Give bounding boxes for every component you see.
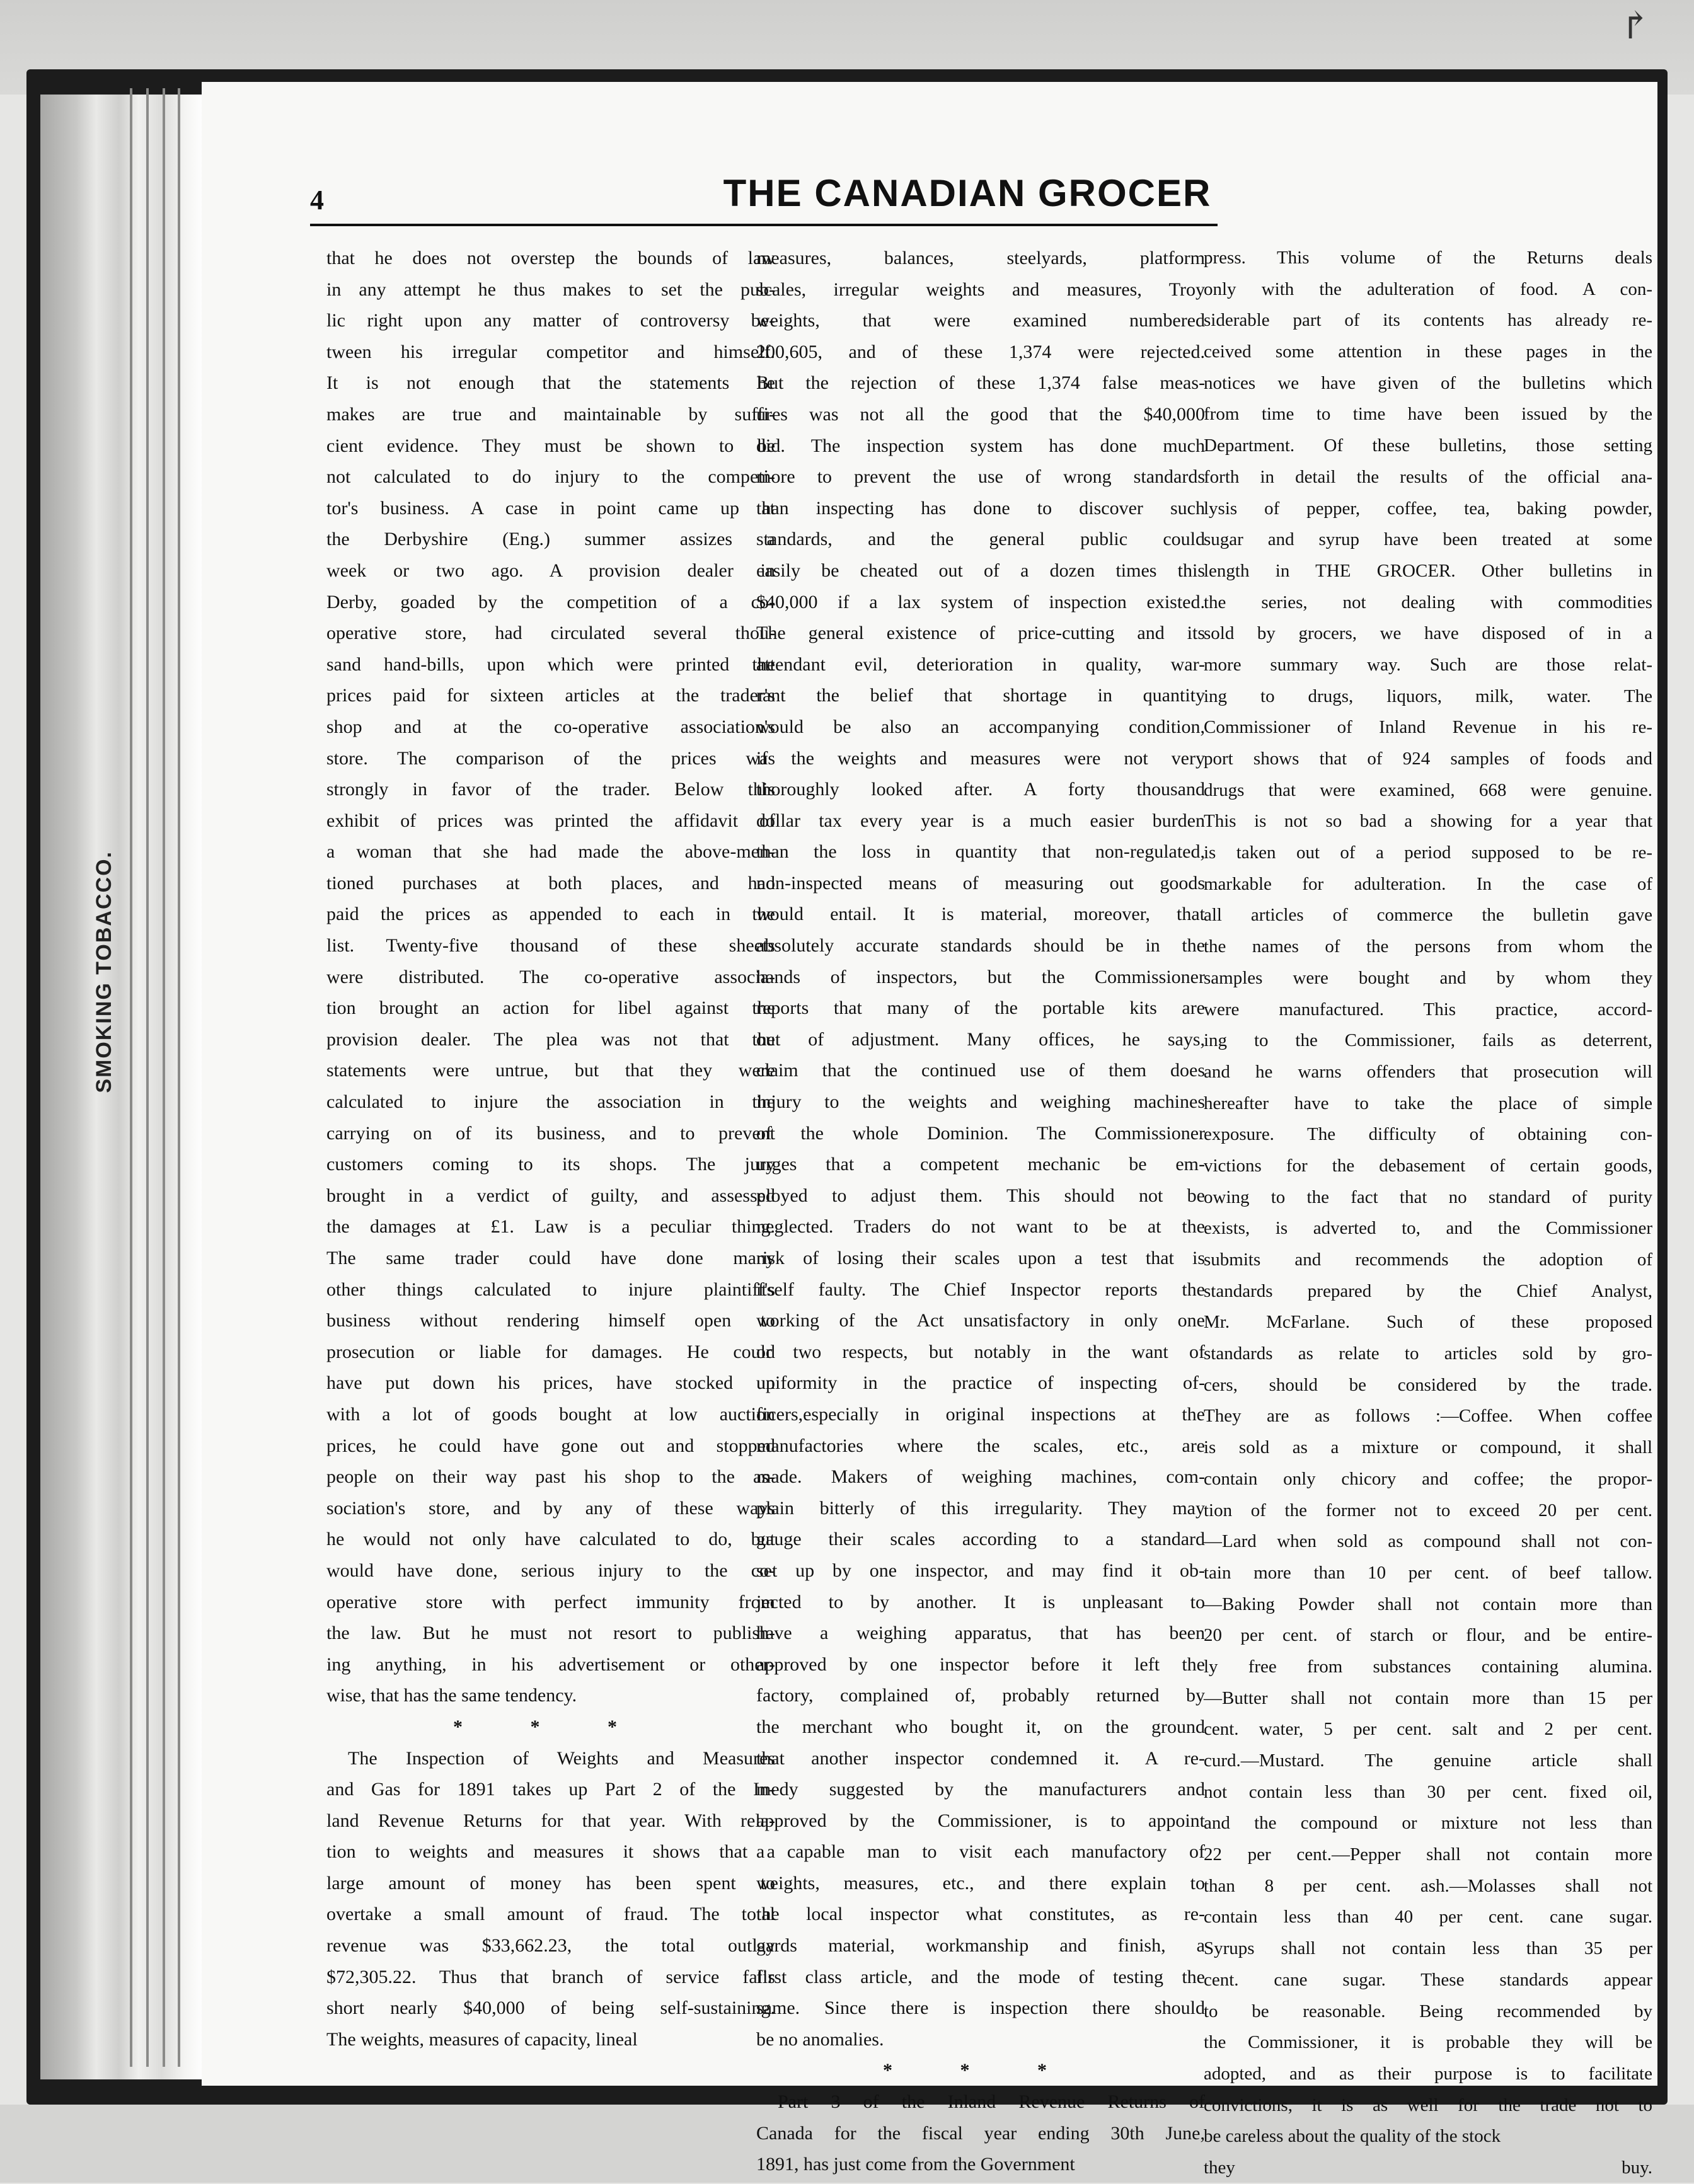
text-line: have a weighing apparatus, that has been	[756, 1623, 1205, 1644]
text-line: ing to the Commissioner, fails as deterrent,	[1204, 1030, 1652, 1051]
text-line: statements were untrue, but that they were	[326, 1060, 775, 1081]
text-line: not calculated to do injury to the competi-	[326, 466, 775, 488]
text-line: drugs that were examined, 668 were genuine.	[1204, 779, 1652, 800]
text-line: in any attempt he thus makes to set the pub-	[326, 279, 775, 300]
text-line: provision dealer. The plea was not that the	[326, 1028, 775, 1050]
text-line: cient evidence. They must be shown to be	[326, 435, 775, 456]
text-line: tain more than 10 per cent. of beef tallow.	[1204, 1562, 1652, 1583]
text-line: lysis of pepper, coffee, tea, baking powder,	[1204, 498, 1652, 519]
text-line: $40,000 if a lax system of inspection existed.	[756, 591, 1205, 612]
section-separator: * * *	[453, 1716, 648, 1737]
column-3-lines	[1204, 243, 1652, 2184]
text-line: would be also an accompanying condition,	[756, 716, 1205, 737]
text-line: a woman that she had made the above-men-	[326, 841, 775, 863]
column-2	[756, 243, 1205, 2180]
page-edge	[146, 88, 149, 2067]
text-line: medy suggested by the manufacturers and	[756, 1779, 1205, 1800]
text-line: the damages at £1. Law is a peculiar thing.	[326, 1216, 775, 1238]
text-line: prices paid for sixteen articles at the trader's	[326, 685, 775, 706]
text-line: and Gas for 1891 takes up Part 2 of the In-	[326, 1779, 775, 1800]
text-line: submits and recommends the adoption of	[1204, 1250, 1652, 1270]
text-line: Commissioner of Inland Revenue in his re-	[1204, 717, 1652, 738]
text-line: he would not only have calculated to do, but	[326, 1529, 775, 1550]
text-line: they buy.	[1204, 2157, 1652, 2178]
text-line: standards, and the general public could	[756, 529, 1205, 550]
text-line: length in THE GROCER. Other bulletins in	[1204, 560, 1652, 581]
page-number: 4	[310, 185, 324, 216]
text-line: tion to weights and measures it shows that a	[326, 1841, 775, 1863]
text-line: standards prepared by the Chief Analyst,	[1204, 1280, 1652, 1301]
text-line: Part 3 of the Inland Revenue Returns of	[778, 2091, 1205, 2113]
text-line: hereafter have to take the place of simple	[1204, 1093, 1652, 1113]
text-line: business without rendering himself open to	[326, 1310, 775, 1331]
text-line: weights, that were examined numbered	[756, 310, 1205, 331]
text-line: customers coming to its shops. The jury	[326, 1154, 775, 1175]
text-line: port shows that of 924 samples of foods and	[1204, 749, 1652, 769]
text-line: set up by one inspector, and may find it ob-	[756, 1560, 1205, 1581]
text-line: the Derbyshire (Eng.) summer assizes a	[326, 529, 775, 550]
text-line: than 8 per cent. ash.—Molasses shall not	[1204, 1875, 1652, 1896]
text-line: ployed to adjust them. This should not be	[756, 1185, 1205, 1206]
text-line: tion of the former not to exceed 20 per cent.	[1204, 1500, 1652, 1520]
text-line: markable for adulteration. In the case of	[1204, 873, 1652, 894]
text-line: approved by one inspector before it left the	[756, 1653, 1205, 1675]
text-line: week or two ago. A provision dealer in	[326, 560, 775, 581]
text-line: cent. water, 5 per cent. salt and 2 per cent.	[1204, 1719, 1652, 1740]
text-line: plain bitterly of this irregularity. They may	[756, 1497, 1205, 1519]
text-line: to be reasonable. Being recommended by	[1204, 2001, 1652, 2021]
text-line: —Baking Powder shall not contain more than	[1204, 1594, 1652, 1614]
text-line: would have done, serious injury to the co-	[326, 1560, 775, 1581]
text-line: lic right upon any matter of controversy be-	[326, 310, 775, 331]
text-line: 20 per cent. of starch or flour, and be entire-	[1204, 1625, 1652, 1646]
text-line: exists, is adverted to, and the Commissioner	[1204, 1218, 1652, 1239]
text-line: the names of the persons from whom the	[1204, 936, 1652, 957]
text-line: standards as relate to articles sold by gro-	[1204, 1343, 1652, 1364]
text-line: ing anything, in his advertisement or other-	[326, 1653, 775, 1675]
text-line: same. Since there is inspection there should	[756, 1997, 1205, 2019]
text-line: out of adjustment. Many offices, he says,	[756, 1028, 1205, 1050]
masthead-title: THE CANADIAN GROCER	[723, 172, 1212, 214]
text-line: Mr. McFarlane. Such of these proposed	[1204, 1312, 1652, 1333]
text-line: prosecution or liable for damages. He could	[326, 1341, 775, 1362]
text-line: siderable part of its contents has already re-	[1204, 310, 1652, 331]
text-line: is taken out of a period supposed to be re-	[1204, 842, 1652, 863]
text-line: overtake a small amount of fraud. The total	[326, 1904, 775, 1925]
text-line: But the rejection of these 1,374 false meas-	[756, 372, 1205, 394]
text-line: first class article, and the mode of testing the	[756, 1966, 1205, 1987]
text-line: strongly in favor of the trader. Below this	[326, 779, 775, 800]
text-line: contain only chicory and coffee; the propor-	[1204, 1468, 1652, 1489]
text-line: gards material, workmanship and finish, a	[756, 1935, 1205, 1957]
text-line: more to prevent the use of wrong standards	[756, 466, 1205, 488]
text-line: rant the belief that shortage in quantity	[756, 685, 1205, 706]
text-line: the Commissioner, it is probable they will be	[1204, 2032, 1652, 2053]
text-line: easily be cheated out of a dozen times this	[756, 560, 1205, 581]
page-edge	[130, 88, 132, 2067]
text-line: thoroughly looked after. A forty thousand	[756, 779, 1205, 800]
text-line: tion brought an action for libel against the	[326, 997, 775, 1019]
text-line: other things calculated to injure plaintiff's	[326, 1279, 775, 1300]
text-line: were manufactured. This practice, accord-	[1204, 999, 1652, 1020]
text-line: and he warns offenders that prosecution will	[1204, 1061, 1652, 1082]
text-line: press. This volume of the Returns deals	[1204, 248, 1652, 268]
text-line: Derby, goaded by the competition of a co-	[326, 591, 775, 612]
text-line: did. The inspection system has done much	[756, 435, 1205, 456]
text-line: $72,305.22. Thus that branch of service falls	[326, 1966, 775, 1987]
text-line: ing to drugs, liquors, milk, water. The	[1204, 686, 1652, 706]
text-line: working of the Act unsatisfactory in only one	[756, 1310, 1205, 1331]
text-line: ures was not all the good that the $40,000	[756, 403, 1205, 425]
text-line: sociation's store, and by any of these ways	[326, 1497, 775, 1519]
spine-label: SMOKING TOBACCO.	[92, 851, 116, 1093]
text-line: revenue was $33,662.23, the total outlay	[326, 1935, 775, 1957]
text-line: brought in a verdict of guilty, and assessed	[326, 1185, 775, 1206]
text-line: non-inspected means of measuring out goods	[756, 872, 1205, 894]
text-line: tween his irregular competitor and himself.	[326, 341, 775, 362]
text-line: itself faulty. The Chief Inspector reports the	[756, 1279, 1205, 1300]
text-line: land Revenue Returns for that year. With rela-	[326, 1810, 775, 1831]
text-line: convictions, it is as well for the trade not to	[1204, 2095, 1652, 2115]
text-line: 200,605, and of these 1,374 were rejected.	[756, 341, 1205, 362]
text-line: have put down his prices, have stocked up	[326, 1372, 775, 1394]
arrow-mark-icon: ↱	[1620, 5, 1652, 47]
column-1-para2	[326, 1743, 775, 2055]
text-line: —Butter shall not contain more than 15 per	[1204, 1687, 1652, 1708]
text-line: calculated to injure the association in the	[326, 1091, 775, 1113]
text-line: neglected. Traders do not want to be at the	[756, 1216, 1205, 1238]
text-line: risk of losing their scales upon a test that is	[756, 1248, 1205, 1268]
text-line: all articles of commerce the bulletin gave	[1204, 905, 1652, 926]
spine-advertisement	[91, 851, 117, 1330]
text-line: owing to the fact that no standard of purity	[1204, 1187, 1652, 1207]
column-2-lines	[756, 243, 1205, 2055]
text-line: more summary way. Such are those relat-	[1204, 654, 1652, 675]
text-line: and the compound or mixture not less than	[1204, 1813, 1652, 1834]
text-line: made. Makers of weighing machines, com-	[756, 1466, 1205, 1488]
text-line: forth in detail the results of the official ana-	[1204, 466, 1652, 487]
text-line: or two respects, but notably in the want of	[756, 1341, 1205, 1362]
text-line: urges that a competent mechanic be em-	[756, 1154, 1205, 1175]
text-line: not contain less than 30 per cent. fixed oil,	[1204, 1781, 1652, 1802]
text-line: weights, measures, etc., and there explain to	[756, 1872, 1205, 1894]
text-line: attendant evil, deterioration in quality, war-	[756, 653, 1205, 675]
text-line: shop and at the co-operative association's	[326, 716, 775, 737]
text-line: exposure. The difficulty of obtaining con-	[1204, 1124, 1652, 1145]
text-line: from time to time have been issued by the	[1204, 404, 1652, 425]
text-line: short nearly $40,000 of being self-sustaining.	[326, 1997, 775, 2019]
text-line: jected to by another. It is unpleasant to	[756, 1591, 1205, 1612]
text-line: a capable man to visit each manufactory of	[756, 1841, 1205, 1863]
column-2-para2	[756, 2086, 1205, 2180]
text-line: be no anomalies.	[756, 2028, 884, 2050]
text-line: adopted, and as their purpose is to facilitate	[1204, 2063, 1652, 2084]
text-line: They are as follows :—Coffee. When coffee	[1204, 1406, 1652, 1427]
text-line: tor's business. A case in point came up at	[326, 497, 775, 519]
text-line: manufactories where the scales, etc., are	[756, 1435, 1205, 1456]
page-edge	[178, 88, 180, 2067]
text-line: than inspecting has done to discover such	[756, 497, 1205, 519]
text-line: factory, complained of, probably returned by	[756, 1685, 1205, 1706]
text-line: dollar tax every year is a much easier burden	[756, 810, 1205, 831]
text-line: victions for the debasement of certain goods,	[1204, 1155, 1652, 1176]
text-line: the merchant who bought it, on the ground	[756, 1716, 1205, 1737]
text-line: It is not enough that the statements he	[326, 372, 775, 394]
text-line: would entail. It is material, moreover, that	[756, 904, 1205, 925]
text-line: claim that the continued use of them does	[756, 1060, 1205, 1081]
text-line: wise, that has the same tendency.	[326, 1685, 577, 1706]
text-line: list. Twenty-five thousand of these sheets	[326, 935, 775, 957]
text-line: injury to the weights and weighing machines	[756, 1091, 1205, 1113]
text-line: be careless about the quality of the stock	[1204, 2126, 1501, 2147]
text-line: the series, not dealing with commodities	[1204, 592, 1652, 612]
text-line: The general existence of price-cutting and its	[756, 623, 1205, 644]
text-line: that another inspector condemned it. A re-	[756, 1747, 1205, 1769]
text-line: exhibit of prices was printed the affidavit of	[326, 810, 775, 831]
column-1-lines	[326, 243, 775, 1711]
text-line: The weights, measures of capacity, lineal	[326, 2028, 638, 2050]
text-line: sugar and syrup have been treated at some	[1204, 529, 1652, 550]
text-line: —Lard when sold as compound shall not con-	[1204, 1531, 1652, 1552]
text-line: approved by the Commissioner, is to appoint	[756, 1810, 1205, 1831]
text-line: cent. cane sugar. These standards appear	[1204, 1969, 1652, 1990]
text-line: Department. Of these bulletins, those setting	[1204, 435, 1652, 456]
text-line: carrying on of its business, and to prevent	[326, 1122, 775, 1144]
column-3	[1204, 243, 1652, 2184]
column-1	[326, 243, 775, 2055]
text-line: large amount of money has been spent to	[326, 1872, 775, 1894]
section-separator: * * *	[883, 2060, 1078, 2081]
text-line: samples were bought and by whom they	[1204, 967, 1652, 988]
text-line: measures, balances, steelyards, platform	[756, 248, 1205, 268]
text-line: scales, irregular weights and measures, Troy	[756, 279, 1205, 300]
text-line: This is not so bad a showing for a year that	[1204, 811, 1652, 832]
text-line: sand hand-bills, upon which were printed the	[326, 653, 775, 675]
text-line: notices we have given of the bulletins which	[1204, 372, 1652, 393]
text-line: is sold as a mixture or compound, it shall	[1204, 1437, 1652, 1458]
text-line: absolutely accurate standards should be in the	[756, 935, 1205, 957]
text-line: only with the adulteration of food. A con-	[1204, 279, 1652, 299]
text-line: if the weights and measures were not very	[756, 747, 1205, 769]
text-line: of the whole Dominion. The Commissioner	[756, 1122, 1205, 1144]
text-line: hands of inspectors, but the Commissioner	[756, 966, 1205, 987]
text-line: ly free from substances containing alumina.	[1204, 1656, 1652, 1677]
text-line: the local inspector what constitutes, as re-	[756, 1904, 1205, 1925]
text-line: operative store with perfect immunity from	[326, 1591, 775, 1612]
text-line: prices, he could have gone out and stopped	[326, 1435, 775, 1456]
text-line: Canada for the fiscal year ending 30th June,	[756, 2122, 1205, 2144]
text-line: ceived some attention in these pages in the	[1204, 342, 1652, 362]
text-line: makes are true and maintainable by suffi-	[326, 403, 775, 425]
text-line: reports that many of the portable kits are	[756, 997, 1205, 1019]
page-edge	[163, 88, 165, 2067]
text-line: cers, should be considered by the trade.	[1204, 1374, 1652, 1395]
text-line: tioned purchases at both places, and had	[326, 872, 775, 894]
text-line: contain less than 40 per cent. cane sugar.	[1204, 1907, 1652, 1928]
text-line: sold by grocers, we have disposed of in a	[1204, 623, 1652, 644]
text-line: The same trader could have done many	[326, 1248, 775, 1268]
text-line: uniformity in the practice of inspecting of-	[756, 1372, 1205, 1394]
text-line: ficers,especially in original inspections at the	[756, 1403, 1205, 1425]
text-line: that he does not overstep the bounds of law	[326, 248, 775, 268]
text-line: were distributed. The co-operative associa-	[326, 966, 775, 987]
text-line: with a lot of goods bought at low auction	[326, 1403, 775, 1425]
text-line: 22 per cent.—Pepper shall not contain more	[1204, 1844, 1652, 1865]
text-line: The Inspection of Weights and Measures	[348, 1747, 775, 1769]
text-line: than the loss in quantity that non-regulated,	[756, 841, 1205, 863]
text-line: gauge their scales according to a standard	[756, 1529, 1205, 1550]
text-line: people on their way past his shop to the as-	[326, 1466, 775, 1488]
text-line: operative store, had circulated several thou-	[326, 623, 775, 644]
text-line: Syrups shall not contain less than 35 per	[1204, 1938, 1652, 1959]
text-line: curd.—Mustard. The genuine article shall	[1204, 1750, 1652, 1771]
text-line: store. The comparison of the prices was	[326, 747, 775, 769]
text-line: the law. But he must not resort to publish-	[326, 1623, 775, 1644]
header-rule	[310, 224, 1218, 226]
text-line: paid the prices as appended to each in the	[326, 904, 775, 925]
text-line: 1891, has just come from the Government	[756, 2154, 1075, 2175]
